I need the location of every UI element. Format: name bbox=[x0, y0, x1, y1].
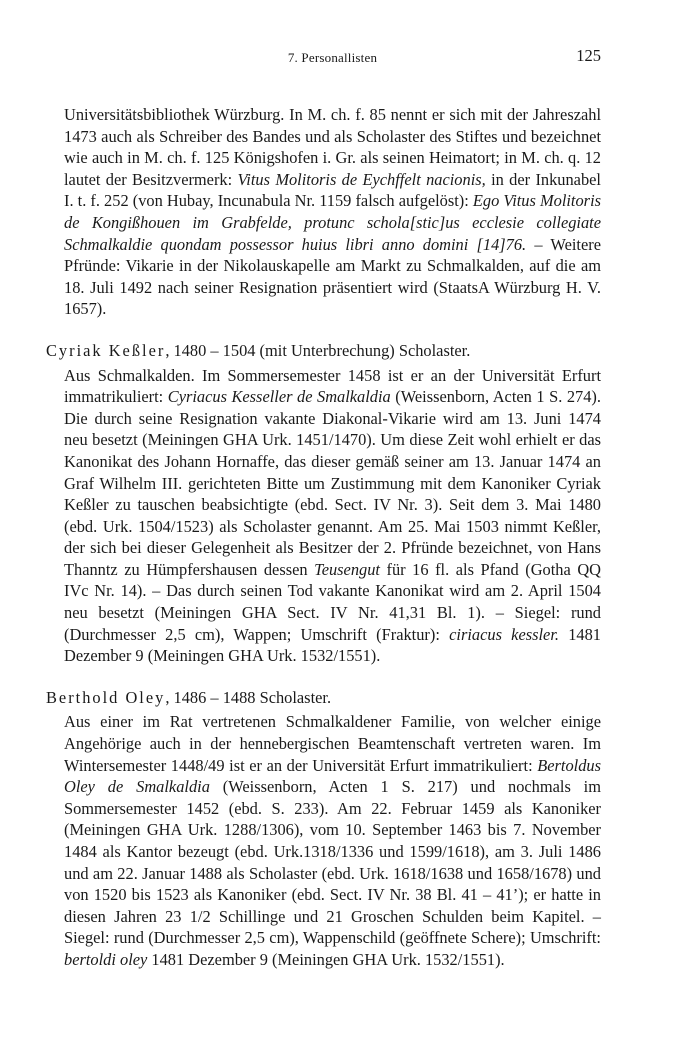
page-header bbox=[64, 46, 601, 70]
page-number: 125 bbox=[576, 46, 601, 65]
person-entry-oley bbox=[46, 687, 601, 971]
person-dates: , 1486 – 1488 Scholaster. bbox=[165, 687, 332, 707]
latin-quote: Cyriacus Kesseller de Smalkaldia bbox=[167, 387, 391, 407]
paragraph-text: Universitätsbibliothek Würzburg. In M. ch. f. 85 nennt er sich mit der Jahreszahl 1473 auch als Schreiber des Bandes und als Scholaster des Stiftes und bezeichnet wie auch in M. ch. f. 125 Königshofen i. Gr. als seinen Heimatort; in M. ch. q. 12 lautet der Besitzvermerk: Vitus Molitoris de Eychffelt nacionis, in der Inkunabel I. t. f. 252 (von Hubay, Incunabula Nr. 1159 falsch aufgelöst): Ego Vitus Molitoris de Kongißhouen im Grabfelde, protunc schola[stic]us ecclesie collegiate Schmalkaldie quondam possessor huius libri anno domini [14]76. – Weitere Pfründe: Vikarie in der Nikolauskapelle am Markt zu Schmalkalden, auf die am 18. Juli 1492 nach seiner Resignation präsentiert wird (StaatsA Würzburg H. V. 1657). bbox=[64, 105, 601, 319]
continuation-paragraph bbox=[46, 104, 601, 320]
person-heading bbox=[46, 687, 601, 709]
person-entry-kessler bbox=[46, 340, 601, 667]
latin-quote: Vitus Molitoris de Eychffelt nacionis, bbox=[237, 169, 486, 189]
running-head: 7. Personallisten bbox=[287, 50, 378, 65]
page-body bbox=[46, 104, 601, 971]
person-heading bbox=[46, 340, 601, 362]
latin-quote: Bertoldus Oley de Smalkaldia bbox=[64, 755, 601, 797]
person-name: Berthold Oley bbox=[46, 687, 166, 707]
person-biography: Aus Schmalkalden. Im Sommersemester 1458 ist er an der Universität Erfurt immatrikuliert: Cyriacus Kesseller de Smalkaldia (Weissenborn, Acten 1 S. 274). Die durch seine Resignation vakante Diakonal-Vikarie wird am 13. Juni 1474 neu besetzt (Meiningen GHA Urk. 1451/1470). Um diese Zeit wohl erhielt er das Kanonikat des Johann Hornaffe, das dieser gemäß seiner am 13. Januar 1474 an Graf Wilhelm III. gerichteten Bitte um Zustimmung mit dem Kanoniker Cyriak Keßler zu tauschen beabsichtigte (ebd. Sect. IV Nr. 3). Seit dem 3. Mai 1480 (ebd. Urk. 1504/1523) als Scholaster genannt. Am 25. Mai 1503 nimmt Keßler, der sich bei dieser Gelegenheit als Besitzer der 2. Pfründe bezeichnet, von Hans Thanntz zu Hümpfershausen dessen Teusengut für 16 fl. als Pfand (Gotha QQ IVc Nr. 14). – Das durch seinen Tod vakante Kanonikat wird am 2. April 1504 neu besetzt (Meiningen GHA Sect. IV Nr. 41,31 Bl. 1). – Siegel: rund (Durchmesser 2,5 cm), Wappen; Umschrift (Fraktur): ciriacus kessler. 1481 Dezember 9 (Meiningen GHA Urk. 1532/1551). bbox=[64, 365, 601, 666]
seal-inscription: ciriacus kessler. bbox=[449, 624, 559, 644]
seal-inscription: bertoldi oley bbox=[64, 949, 148, 969]
latin-quote: Ego Vitus Molitoris de Kongißhouen im Grabfelde, protunc schola[stic]us ecclesie collegiate Schmalkaldie quondam possessor huius libri anno domini [14]76. bbox=[64, 191, 601, 254]
person-name: Cyriak Keßler bbox=[46, 340, 166, 360]
latin-quote: Teusengut bbox=[314, 559, 380, 579]
person-biography: Aus einer im Rat vertretenen Schmalkaldener Familie, von welcher einige Angehörige auch in der hennebergischen Beamtenschaft vertreten waren. Im Wintersemester 1448/49 ist er an der Universität Erfurt immatrikuliert: Bertoldus Oley de Smalkaldia (Weissenborn, Acten 1 S. 217) und nochmals im Sommersemester 1452 (ebd. S. 233). Am 22. Februar 1459 als Kanoniker (Meiningen GHA Urk. 1288/1306), vom 10. September 1463 bis 7. November 1484 als Kantor bezeugt (ebd. Urk.1318/1336 und 1599/1618), am 3. Juli 1486 und am 22. Januar 1488 als Scholaster (ebd. Urk. 1618/1638 und 1658/1678) und von 1520 bis 1523 als Kanoniker (ebd. Sect. IV Nr. 38 Bl. 41 – 41’); er hatte in diesen Jahren 23 1/2 Schillinge und 21 Groschen Schulden beim Kapitel. – Siegel: rund (Durchmesser 2,5 cm), Wappenschild (geöffnete Schere); Umschrift: bertoldi oley 1481 Dezember 9 (Meiningen GHA Urk. 1532/1551). bbox=[64, 712, 601, 969]
person-dates: , 1480 – 1504 (mit Unterbrechung) Scholaster. bbox=[165, 340, 471, 360]
